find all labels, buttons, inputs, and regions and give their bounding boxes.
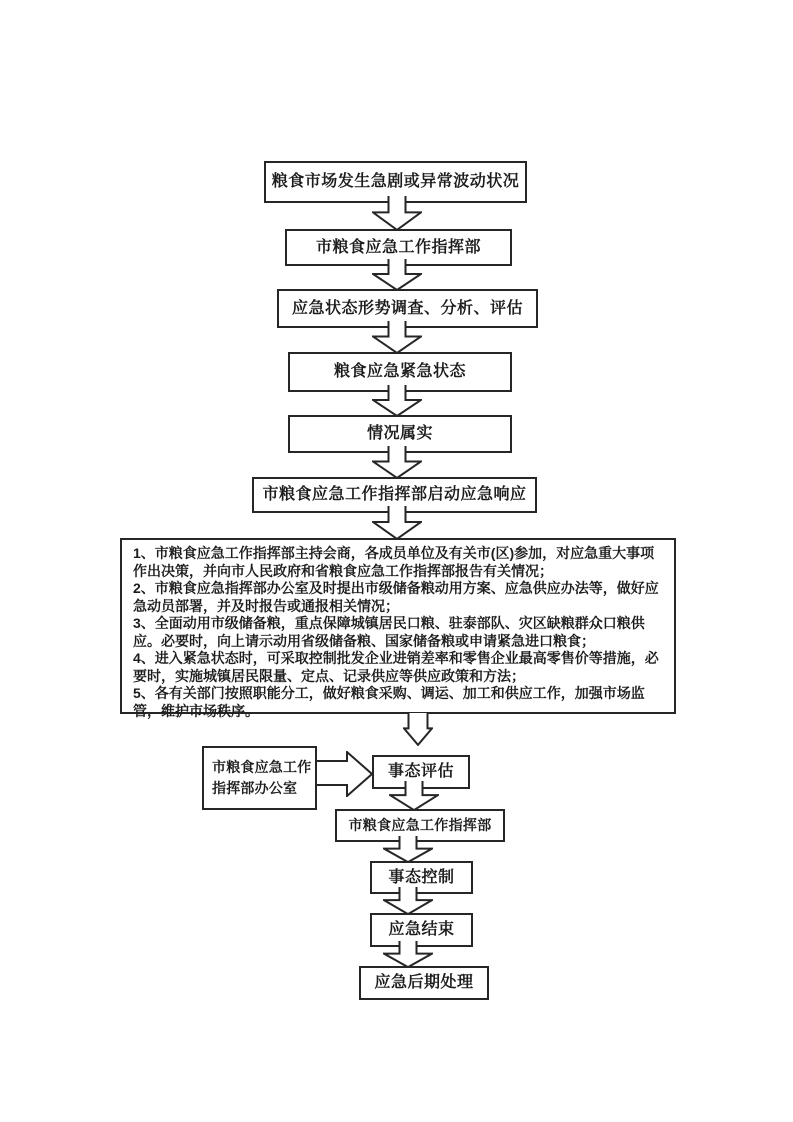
flow-box-command-hq: 市粮食应急工作指挥部 xyxy=(285,229,512,266)
down-arrow-connector-3 xyxy=(372,321,422,354)
measure-item-4: 4、进入紧急状态时，可采取控制批发企业进销差率和零售企业最高零售价等措施，必要时，实施城镇居民限量、定点、记录供应等供应政策和方法； xyxy=(133,650,659,684)
flow-box-trigger: 粮食市场发生急剧或异常波动状况 xyxy=(264,161,527,203)
down-arrow-connector-8 xyxy=(389,781,439,811)
flow-box-end: 应急结束 xyxy=(370,913,473,947)
flow-box-activate-response: 市粮食应急工作指挥部启动应急响应 xyxy=(252,477,537,513)
down-arrow-connector-9 xyxy=(383,836,433,863)
flow-box-emergency-state: 粮食应急紧急状态 xyxy=(288,352,512,392)
measure-item-2: 2、市粮食应急指挥部办公室及时提出市级储备粮动用方案、应急供应办法等，做好应急动员部署，并及时报告或通报相关情况； xyxy=(133,580,659,614)
down-arrow-connector-4 xyxy=(372,385,422,417)
down-arrow-connector-11 xyxy=(383,941,433,968)
flow-box-aftermath: 应急后期处理 xyxy=(359,966,489,1000)
down-arrow-connector-1 xyxy=(372,196,422,231)
flow-box-office: 市粮食应急工作指挥部办公室 xyxy=(202,746,317,810)
down-arrow-connector-2 xyxy=(372,259,422,291)
flow-box-assessment: 事态评估 xyxy=(372,755,470,789)
down-arrow-connector-7 xyxy=(403,713,433,746)
right-arrow-connector xyxy=(317,751,373,797)
flow-box-verified: 情况属实 xyxy=(288,415,512,453)
measure-item-3: 3、全面动用市级储备粮，重点保障城镇居民口粮、驻泰部队、灾区缺粮群众口粮供应。必要时，向上请示动用省级储备粮、国家储备粮或申请紧急进口粮食； xyxy=(133,615,645,649)
measure-item-1: 1、市粮食应急工作指挥部主持会商，各成员单位及有关市(区)参加，对应急重大事项作出决策，并向市人民政府和省粮食应急工作指挥部报告有关情况； xyxy=(133,545,655,579)
down-arrow-connector-10 xyxy=(383,887,433,915)
response-measures-box xyxy=(120,538,676,719)
down-arrow-connector-6 xyxy=(372,506,422,540)
flow-box-control: 事态控制 xyxy=(370,861,473,894)
down-arrow-connector-5 xyxy=(372,446,422,479)
flow-box-investigation: 应急状态形势调查、分析、评估 xyxy=(277,289,538,328)
flow-box-command-hq-2: 市粮食应急工作指挥部 xyxy=(335,809,505,842)
measure-item-5: 5、各有关部门按照职能分工，做好粮食采购、调运、加工和供应工作，加强市场监管，维护市场秩序。 xyxy=(133,685,645,719)
